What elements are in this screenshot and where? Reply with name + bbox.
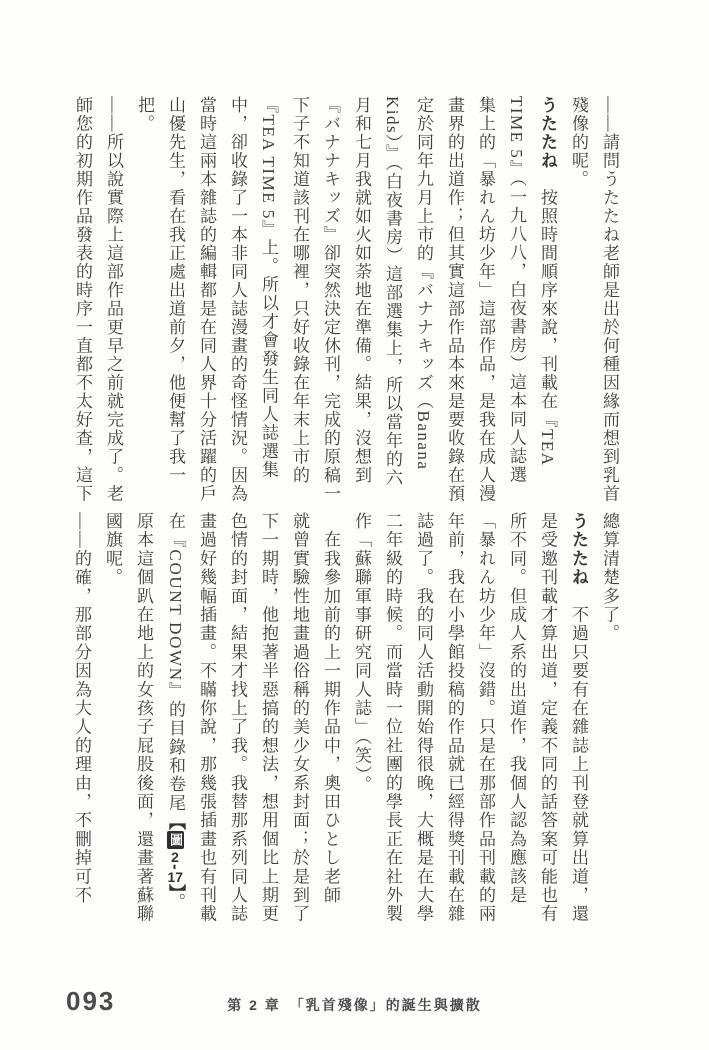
interview-block-top <box>67 96 625 510</box>
text-column: 在我參加前的上一期作品中，奧田ひとし老師 <box>321 512 340 905</box>
text-column: 總算清楚多了。 <box>600 512 619 643</box>
text-column: 二年級的時候。而當時一位社團的學長正在社外製 <box>383 512 402 924</box>
text-column: ——請問うたたね老師是出於何種因緣而想到乳首 <box>600 96 619 503</box>
text-column: 就曾實驗性地畫過俗稱的美少女系封面；於是到了 <box>290 512 309 924</box>
interview-block-bottom <box>66 512 625 954</box>
text-column: 月和七月我就如火如荼地在準備。結果，沒想到 <box>352 96 371 485</box>
text-column: ——所以說實際上這部作品更早之前就完成了。老 <box>104 96 123 503</box>
text-column: 下一期時，他抱著半惡搞的想法，想用個比上期更 <box>259 512 278 924</box>
figure-badge-icon: 圖 <box>168 833 183 847</box>
speaker-name: うたたね <box>538 96 557 170</box>
speaker-name: うたたね <box>569 512 588 587</box>
text-column: うたたね 不過只要有在雜誌上刊登就算出道，還 <box>569 512 588 924</box>
text-column: 山優先生，看在我正處出道前夕，他便幫了我一 <box>166 96 185 485</box>
text-column: 國旗呢。 <box>103 512 122 587</box>
text-column: 在『COUNT DOWN』的目錄和卷尾【圖2-17】。 <box>166 512 185 912</box>
figure-reference: 【圖2-17】 <box>166 812 185 893</box>
text-column: ——的確，那部分因為大人的理由，不刪掉可不 <box>72 512 91 905</box>
text-column: Kids）』（白夜書房）這部選集上，所以當年的六 <box>383 96 402 488</box>
text-column: うたたね 按照時間順序來說，刊載在『TEA <box>538 96 557 467</box>
page-number: 093 <box>66 986 116 1016</box>
text-column: 畫界的出道作；但其實這部作品本來是要收錄在預 <box>445 96 464 503</box>
text-column: 「暴れん坊少年」沒錯。只是在那部作品刊載的兩 <box>476 512 495 924</box>
text-column: 集上的「暴れん坊少年」這部作品，是我在成人漫 <box>476 96 495 503</box>
text-column: 中，卻收錄了一本非同人誌漫畫的奇怪情況。因為 <box>228 96 247 503</box>
text-column: 作「蘇聯軍事研究同人誌」（笑）。 <box>352 512 371 795</box>
text-column: 所不同。但成人系的出道作，我個人認為應該是 <box>507 512 526 905</box>
text-column: 原本這個趴在地上的女孩子屁股後面，還畫著蘇聯 <box>134 512 153 924</box>
text-column: 殘像的呢。 <box>569 96 588 189</box>
text-column: 把。 <box>135 96 154 133</box>
text-column: 是受邀刊載才算出道，定義不同的話答案可能也有 <box>538 512 557 924</box>
text-column: 誌過了。我的同人活動開始得很晚，大概是在大學 <box>414 512 433 924</box>
text-column: 年前，我在小學館投稿的作品就已經得獎刊載在雜 <box>445 512 464 924</box>
text-column: 畫過好幾幅插畫。不瞞你說，那幾張插畫也有刊載 <box>197 512 216 924</box>
text-column: 當時這兩本雜誌的編輯都是在同人界十分活躍的戶 <box>197 96 216 503</box>
text-column: 『TEA TIME 5』上。所以才會發生同人誌選集 <box>259 96 278 479</box>
text-column: 師您的初期作品發表的時序一直都不太好查，這下 <box>73 96 92 503</box>
text-column: 『バナナキッズ』卻突然決定休刊，完成的原稿一 <box>321 96 340 503</box>
text-column: TIME 5』（一九八八，白夜書房）這本同人誌選 <box>507 96 526 484</box>
text-column: 下子不知道該刊在哪裡，只好收錄在年末上市的 <box>290 96 309 485</box>
text-column: 定於同年九月上市的『バナナキッズ（Banana <box>414 96 433 471</box>
text-column: 色情的封面，結果才找上了我。我替那系列同人誌 <box>228 512 247 924</box>
chapter-footer: 第 2 章 「乳首殘像」的誕生與擴散 <box>227 997 482 1013</box>
